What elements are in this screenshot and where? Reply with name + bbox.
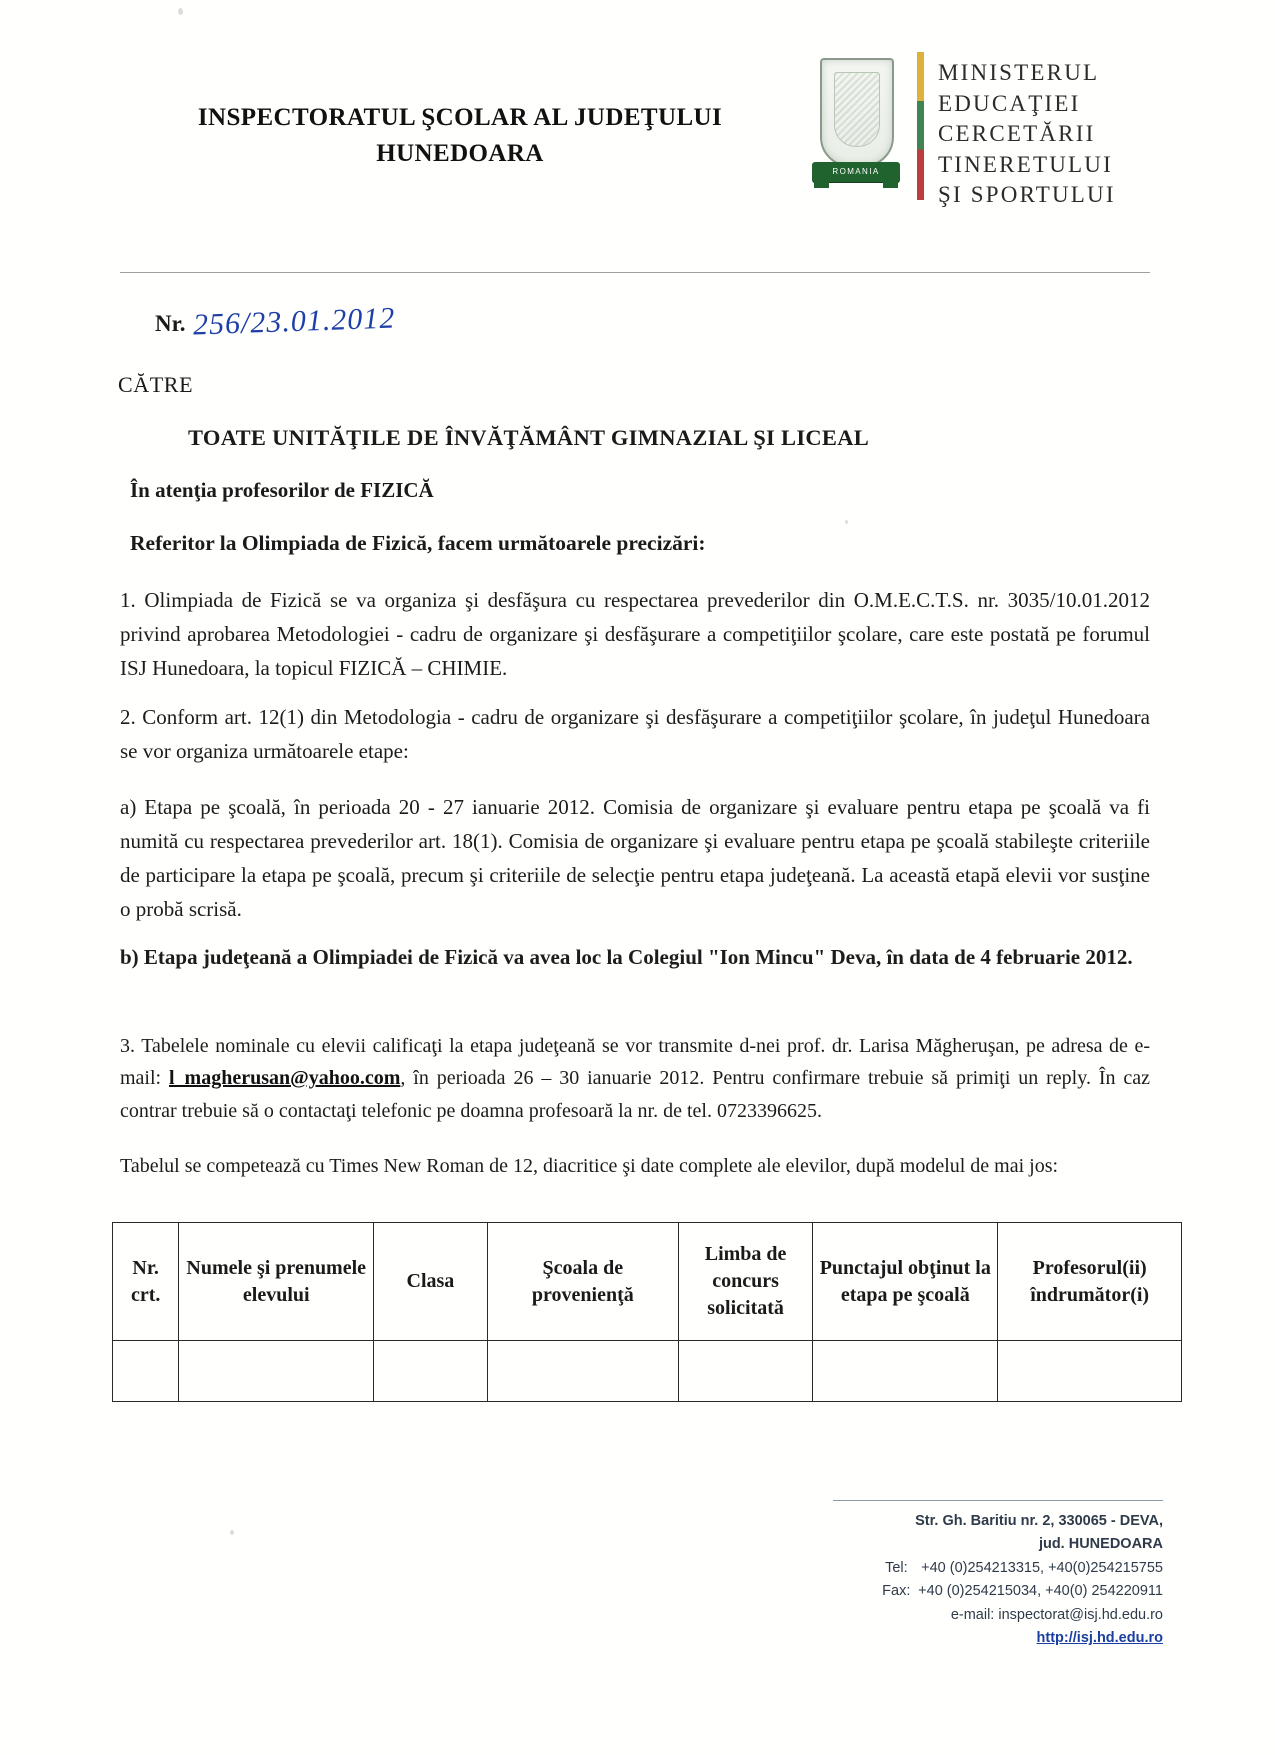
registration-number-handwritten-value: 256/23.01.2012 xyxy=(192,301,397,342)
paragraph-2: 2. Conform art. 12(1) din Metodologia - cadru de organizare şi desfăşurare a competiţiilor şcolare, în judeţul Hunedoara se vor organiza următoarele etape: xyxy=(120,705,1150,764)
romania-coat-of-arms-icon xyxy=(812,50,904,200)
table-header-score: Punctajul obţinut la etapa pe şcoală xyxy=(813,1223,998,1341)
ministry-line-4: TINERETULUI xyxy=(938,151,1113,177)
addressee-label: CĂTRE xyxy=(118,372,194,397)
students-table xyxy=(112,1222,1182,1402)
footer-website-link[interactable]: http://isj.hd.edu.ro xyxy=(1036,1630,1163,1647)
table-header-school: Şcoala de provenienţă xyxy=(487,1223,678,1341)
scan-speck xyxy=(230,1530,234,1535)
organization-title: INSPECTORATUL ŞCOLAR AL JUDEŢULUI HUNEDOARA xyxy=(197,104,723,168)
table-cell-school xyxy=(487,1341,678,1402)
footer-phone xyxy=(763,1557,1163,1580)
footer-phone-value: +40 (0)254213315, +40(0)254215755 xyxy=(921,1559,1163,1576)
paragraph-5: Tabelul se competează cu Times New Roman de 12, diacritice şi date complete ale elevilor, după modelul de mai jos: xyxy=(120,1155,1059,1177)
reference-line: Referitor la Olimpiada de Fizică, facem următoarele precizări: xyxy=(130,531,706,555)
addressee-text: TOATE UNITĂŢILE DE ÎNVĂŢĂMÂNT GIMNAZIAL ŞI LICEAL xyxy=(188,425,870,450)
paragraph-3b: b) Etapa judeţeană a Olimpiadei de Fizică va avea loc la Colegiul "Ion Mincu" Deva, în data de 4 februarie 2012. xyxy=(120,945,1133,969)
footer-fax xyxy=(763,1580,1163,1603)
paragraph-1: 1. Olimpiada de Fizică se va organiza şi desfăşura cu respectarea prevederilor din O.M.E.C.T.S. nr. 3035/10.01.2012 privind aprobarea Metodologiei - cadru de organizare şi desfăşurare a competiţiilor şcolare, care este postată pe forumul ISJ Hunedoara, la topicul FIZICĂ – CHIMIE. xyxy=(120,588,1150,681)
table-header-language: Limba de concurs solicitată xyxy=(678,1223,812,1341)
table-row xyxy=(113,1341,1182,1402)
paragraph-4 xyxy=(120,1030,1150,1127)
scan-speck xyxy=(845,520,848,524)
table-cell-nr-crt xyxy=(113,1341,179,1402)
scan-speck xyxy=(178,8,183,15)
paragraph-3a: a) Etapa pe şcoală, în perioada 20 - 27 ianuarie 2012. Comisia de organizare şi evaluare pentru etapa pe şcoală va fi numită cu respectarea prevederilor art. 18(1). Comisia de organizare şi evaluare pentru etapa pe şcoală stabileşte criteriile de participare la etapa pe şcoală, precum şi criteriile de selecţie pentru etapa judeţeană. La această etapă elevii vor susţine o probă scrisă. xyxy=(120,795,1150,922)
registration-number xyxy=(155,301,397,342)
footer-address-line-2: jud. HUNEDOARA xyxy=(1038,1536,1163,1553)
ministry-line-2: EDUCAŢIEI xyxy=(938,90,1081,116)
contact-email-link[interactable]: l_magherusan@yahoo.com xyxy=(169,1067,401,1090)
footer-fax-value: +40 (0)254215034, +40(0) 254220911 xyxy=(918,1583,1163,1600)
ministry-line-1: MINISTERUL xyxy=(938,60,1100,85)
footer-address-line-1: Str. Gh. Baritiu nr. 2, 330065 - DEVA, xyxy=(915,1513,1163,1529)
table-cell-language xyxy=(678,1341,812,1402)
paragraph-4-before-email: 3. Tabelele nominale cu elevii calificaţi la etapa judeţeană se vor transmite d-nei prof. dr. Larisa Măgheruşan, pe adresa de e-mail: xyxy=(120,1035,1150,1090)
crest-ribbon-label: ROMANIA xyxy=(812,162,900,182)
tricolor-bar-icon xyxy=(917,52,924,200)
document-footer xyxy=(763,1510,1163,1651)
table-cell-score xyxy=(813,1341,998,1402)
registration-number-label: Nr. xyxy=(155,311,186,336)
footer-phone-label: Tel: xyxy=(885,1559,908,1576)
crest-shield-shape xyxy=(820,58,894,167)
ministry-title xyxy=(938,58,1116,211)
table-cell-teacher xyxy=(998,1341,1182,1402)
table-header-nr-crt: Nr. crt. xyxy=(113,1223,179,1341)
table-header-student-name: Numele şi prenumele elevului xyxy=(179,1223,374,1341)
header-divider xyxy=(120,272,1150,273)
ministry-line-5: ŞI SPORTULUI xyxy=(938,182,1116,208)
footer-divider xyxy=(833,1500,1163,1501)
document-header xyxy=(0,30,1275,210)
attention-line: În atenţia profesorilor de FIZICĂ xyxy=(130,478,434,502)
table-header-teacher: Profesorul(ii) îndrumător(i) xyxy=(998,1223,1182,1341)
table-header-class: Clasa xyxy=(374,1223,488,1341)
ministry-line-3: CERCETĂRII xyxy=(938,121,1096,147)
footer-fax-label: Fax: xyxy=(882,1583,911,1600)
footer-email: e-mail: inspectorat@isj.hd.edu.ro xyxy=(950,1606,1163,1623)
paragraph-4-after-email: , în perioada 26 – 30 ianuarie 2012. Pentru confirmare trebuie să primiţi un reply. În caz contrar trebuie să o contactaţi telefonic pe doamna profesoară la nr. de tel. 0723396625. xyxy=(120,1067,1151,1122)
table-header-row xyxy=(113,1223,1182,1341)
table-cell-class xyxy=(374,1341,488,1402)
table-cell-student-name xyxy=(179,1341,374,1402)
crest-ribbon-tails xyxy=(814,180,898,188)
